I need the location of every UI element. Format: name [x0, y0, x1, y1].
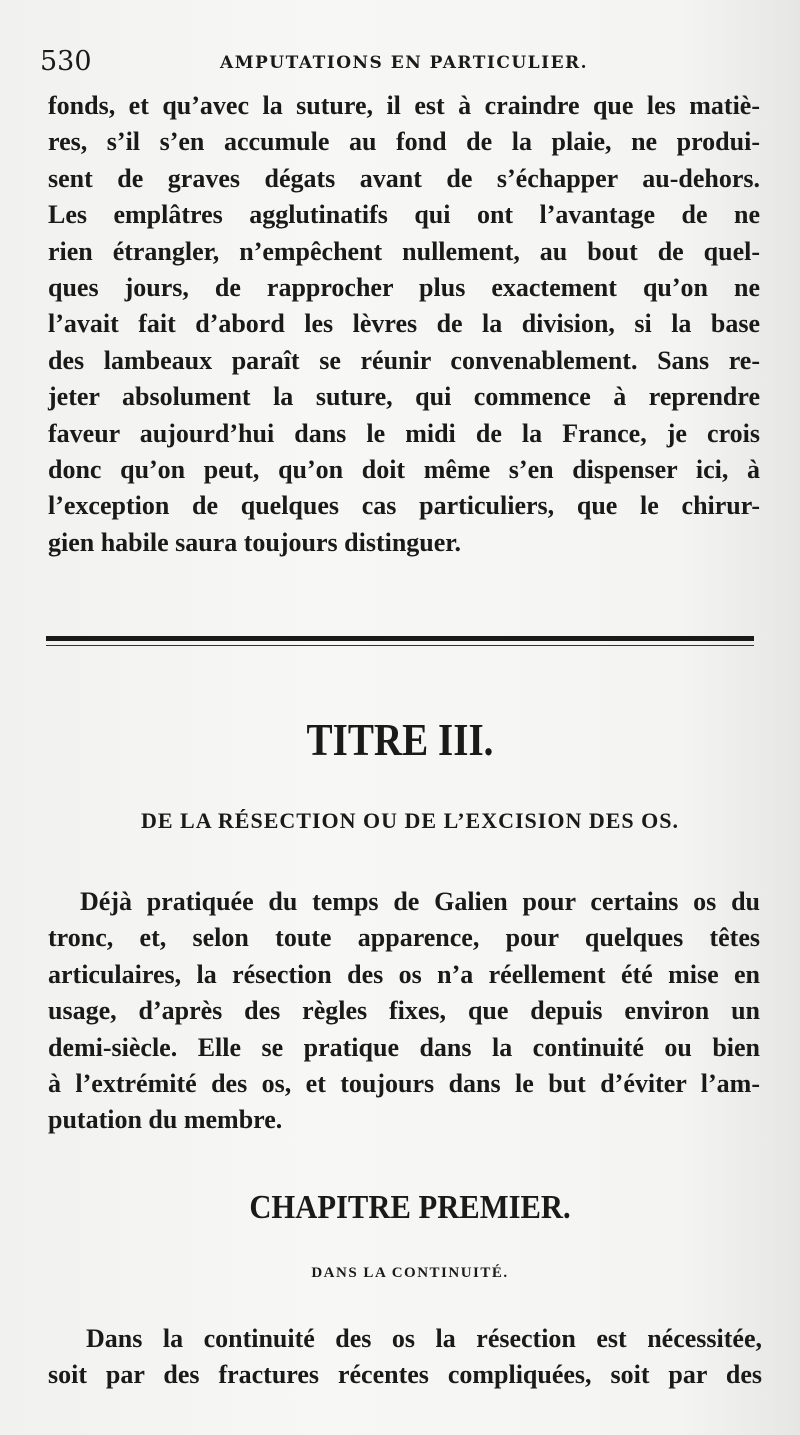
text-line: Dans la continuité des os la résection est nécessitée, [86, 1324, 762, 1353]
titre-heading: TITRE III. [306, 714, 494, 765]
text-line: soit par des fractures récentes compliquées, soit par des [48, 1360, 762, 1390]
chapter-heading: CHAPITRE PREMIER. [249, 1189, 571, 1226]
text-line: des lambeaux paraît se réunir convenablement. Sans re- [48, 345, 760, 375]
text-line: sent de graves dégats avant de s’échapper au-dehors. [48, 163, 760, 193]
section-divider-thin [46, 645, 754, 646]
text-line: demi-siècle. Elle se pratique dans la continuité ou bien [48, 1032, 760, 1062]
text-line: fonds, et qu’avec la suture, il est à craindre que les matiè- [48, 91, 760, 120]
text-line: l’avait fait d’abord les lèvres de la division, si la base [48, 309, 760, 339]
text-line: l’exception de quelques cas particuliers, que le chirur- [48, 491, 760, 521]
text-line: articulaires, la résection des os n’a réellement été mise en [48, 959, 760, 989]
section-divider-thick [46, 636, 754, 641]
text-line: usage, d’après des règles fixes, que depuis environ un [48, 996, 760, 1026]
page-number: 530 [40, 46, 92, 77]
text-line: faveur aujourd’hui dans le midi de la France, je crois [48, 418, 760, 448]
text-line: Les emplâtres agglutinatifs qui ont l’avantage de ne [48, 200, 760, 230]
text-line: gien habile saura toujours distinguer. [48, 527, 461, 557]
text-line: rien étrangler, n’empêchent nullement, au bout de quel- [48, 236, 760, 266]
text-line: putation du membre. [48, 1105, 283, 1135]
text-line: à l’extrémité des os, et toujours dans le but d’éviter l’am- [48, 1069, 760, 1099]
paragraph-resection-intro [48, 884, 760, 1139]
text-line: tronc, et, selon toute apparence, pour quelques têtes [48, 923, 760, 953]
chapter-subheading: DANS LA CONTINUITÉ. [311, 1265, 509, 1281]
titre-subheading: DE LA RÉSECTION OU DE L’EXCISION DES OS. [141, 808, 679, 833]
paragraph-continuity [48, 1321, 762, 1394]
running-title: AMPUTATIONS EN PARTICULIER. [220, 53, 589, 73]
paragraph-suture-discussion [48, 88, 760, 561]
text-line: donc qu’on peut, qu’on doit même s’en dispenser ici, à [48, 455, 760, 485]
text-line: ques jours, de rapprocher plus exactement qu’on ne [48, 273, 760, 303]
text-line: res, s’il s’en accumule au fond de la plaie, ne produi- [48, 127, 760, 157]
running-head [40, 46, 760, 78]
text-line: Déjà pratiquée du temps de Galien pour certains os du [80, 887, 760, 916]
text-line: jeter absolument la suture, qui commence à reprendre [48, 382, 760, 412]
